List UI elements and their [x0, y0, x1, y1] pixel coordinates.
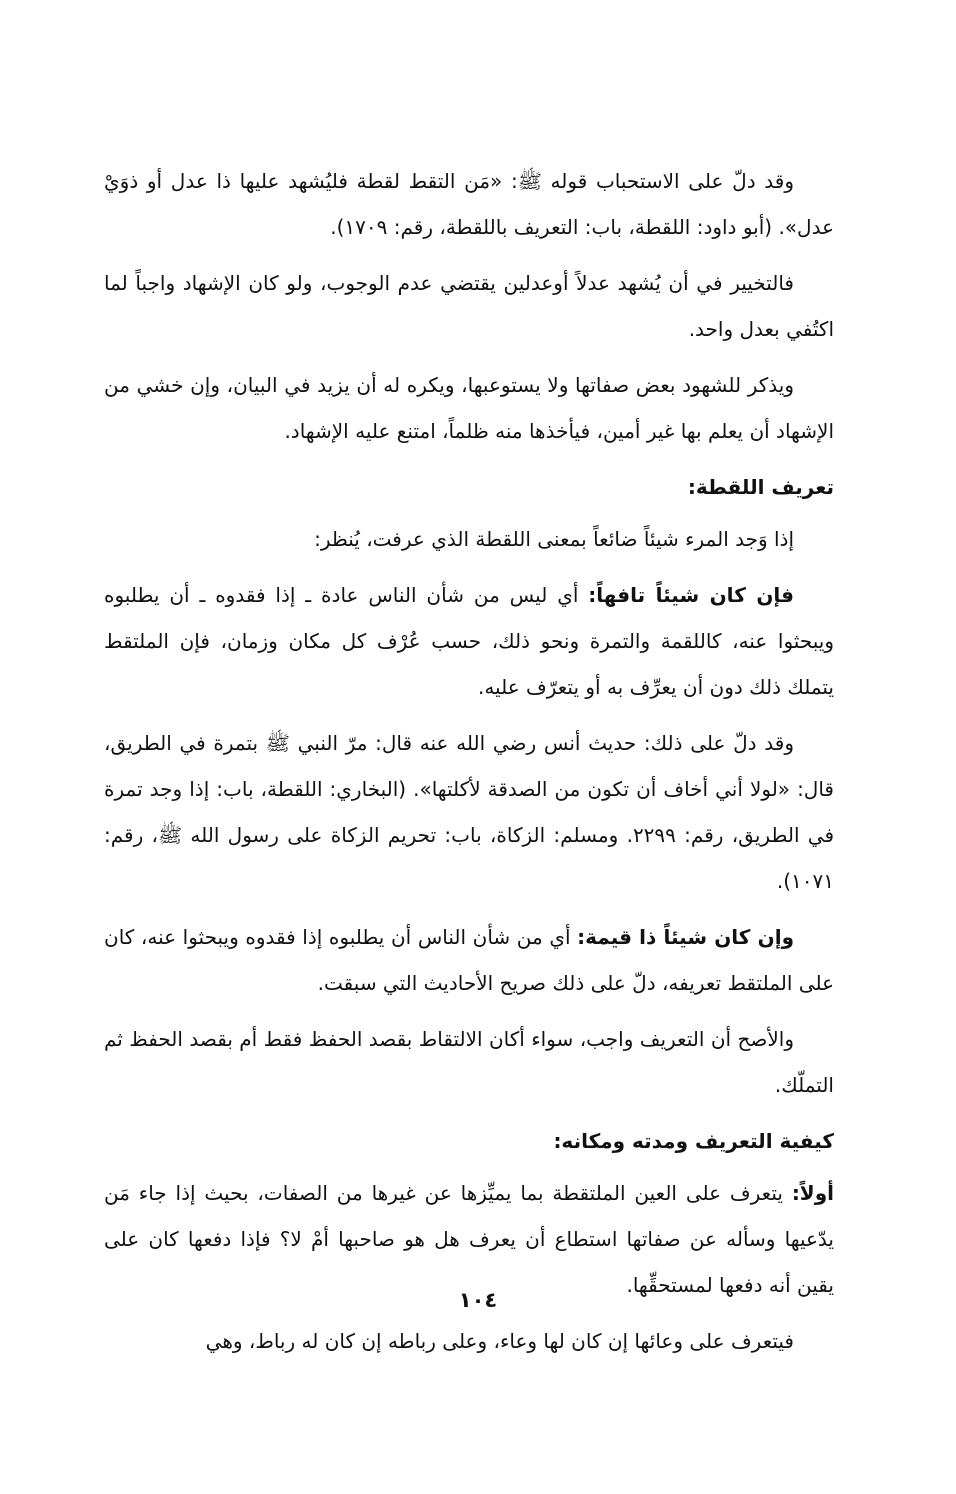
paragraph-al-asah: والأصح أن التعريف واجب، سواء أكان الالتقاط بقصد الحفظ فقط أم بقصد الحفظ ثم التملّك.	[104, 1027, 834, 1097]
paragraph-shuhud: ويذكر للشهود بعض صفاتها ولا يستوعبها، ويكره له أن يزيد في البيان، وإن خشي من الإشهاد أن يعلم بها غير أمين، فيأخذها منه ظلماً، امتنع عليه الإشهاد.	[104, 373, 834, 443]
paragraph-takhyir: فالتخيير في أن يُشهد عدلاً أوعدلين يقتضي عدم الوجوب، ولو كان الإشهاد واجباً لما اكتُفي بعدل واحد.	[104, 271, 834, 341]
heading-tarif-luqata: تعريف اللقطة:	[687, 475, 834, 499]
paragraph-istihbab: وقد دلّ على الاستحباب قوله ﷺ: «مَن التقط لقطة فليُشهد عليها ذا عدل أو ذوَيْ عدل». (أبو داود: اللقطة، باب: التعريف باللقطة، رقم: ١٧٠٩).	[104, 169, 834, 239]
paragraph-tafih-lead: فإن كان شيئاً تافهاً:	[588, 583, 794, 607]
paragraph-wajada: إذا وَجد المرء شيئاً ضائعاً بمعنى اللقطة الذي عرفت، يُنظر:	[314, 527, 794, 551]
paragraph-dha-qima-lead: وإن كان شيئاً ذا قيمة:	[577, 925, 795, 949]
paragraph-wia: فيتعرف على وعائها إن كان لها وعاء، وعلى رباطه إن كان له رباط، وهي	[205, 1329, 794, 1353]
page-number: ١٠٤	[458, 1288, 498, 1312]
paragraph-dha-qima-text: أي من شأن الناس أن يطلبوه إذا فقدوه ويبحثوا عنه، كان على الملتقط تعريفه، دلّ على ذلك صريح الأحاديث التي سبقت.	[104, 925, 834, 995]
page-body	[104, 158, 834, 1374]
paragraph-awwalan-lead: أولاً:	[791, 1181, 834, 1205]
paragraph-awwalan-text: يتعرف على العين الملتقطة بما يميِّزها عن غيرها من الصفات، بحيث إذا جاء مَن يدّعيها وسأله عن صفاتها استطاع أن يعرف هل هو صاحبها أمْ لا؟ فإذا دفعها كان على يقين أنه دفعها لمستحقِّها.	[104, 1181, 834, 1297]
paragraph-tafih	[104, 572, 834, 710]
paragraph-dha-qima	[104, 914, 834, 1006]
paragraph-hadith-anas: وقد دلّ على ذلك: حديث أنس رضي الله عنه قال: مرّ النبي ﷺ بتمرة في الطريق، قال: «لولا أني أخاف أن تكون من الصدقة لأكلتها». (البخاري: اللقطة، باب: إذا وجد تمرة في الطريق، رقم: ٢٢٩٩. ومسلم: الزكاة، باب: تحريم الزكاة على رسول الله ﷺ، رقم: ١٠٧١).	[104, 731, 834, 893]
heading-kayfiyat-tarif: كيفية التعريف ومدته ومكانه:	[553, 1129, 834, 1153]
paragraph-tafih-text: أي ليس من شأن الناس عادة ـ إذا فقدوه ـ أن يطلبوه ويبحثوا عنه، كاللقمة والتمرة ونحو ذلك، حسب عُرْف كل مكان وزمان، فإن الملتقط يتملك ذلك دون أن يعرِّف به أو يتعرّف عليه.	[104, 583, 834, 699]
